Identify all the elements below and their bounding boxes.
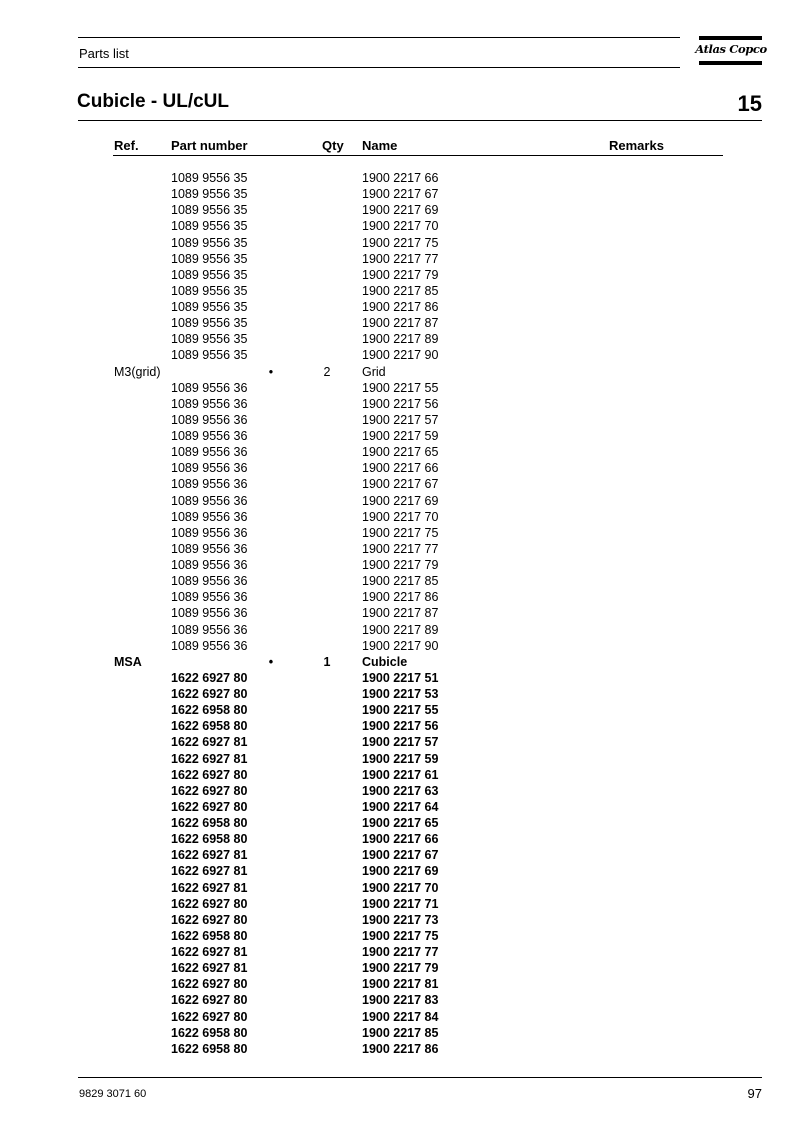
section-number: 15 <box>737 91 762 116</box>
row-name: 1900 2217 89 <box>362 622 439 637</box>
row-part-number: 1089 9556 36 <box>171 493 248 508</box>
page-title: Cubicle - UL/cUL <box>77 91 230 112</box>
row-qty: 2 <box>323 364 331 379</box>
row-part-number: 1089 9556 36 <box>171 396 248 411</box>
row-part-number: 1622 6927 81 <box>171 848 248 863</box>
row-part-number: 1089 9556 36 <box>171 445 248 460</box>
row-name: 1900 2217 57 <box>362 735 439 750</box>
row-part-number: 1622 6958 80 <box>171 719 248 734</box>
table-row <box>0 589 800 605</box>
row-name: 1900 2217 65 <box>362 816 439 830</box>
table-row <box>0 573 800 589</box>
table-row <box>0 315 800 331</box>
row-part-number: 1089 9556 35 <box>171 187 248 202</box>
row-name: 1900 2217 77 <box>362 541 439 556</box>
table-row <box>0 831 800 847</box>
table-row <box>0 734 800 750</box>
row-name: 1900 2217 70 <box>362 219 439 234</box>
row-part-number: 1089 9556 36 <box>171 477 248 492</box>
row-name: 1900 2217 66 <box>362 171 439 185</box>
row-part-number: 1089 9556 36 <box>171 380 248 395</box>
table-row <box>0 218 800 234</box>
footer-rule <box>78 1077 762 1078</box>
table-row <box>0 992 800 1008</box>
row-name: 1900 2217 86 <box>362 1041 439 1056</box>
table-row <box>0 702 800 718</box>
row-part-number: 1622 6958 80 <box>171 832 248 847</box>
row-name: 1900 2217 90 <box>362 638 439 653</box>
table-row <box>0 912 800 928</box>
row-name: 1900 2217 79 <box>362 267 439 282</box>
row-name: 1900 2217 67 <box>362 848 439 863</box>
table-row <box>0 170 800 186</box>
table-row <box>0 476 800 492</box>
table-row <box>0 1009 800 1025</box>
table-row <box>0 557 800 573</box>
row-name: 1900 2217 55 <box>362 380 439 395</box>
table-row <box>0 880 800 896</box>
row-part-number: 1089 9556 35 <box>171 316 248 331</box>
table-row <box>0 412 800 428</box>
table-row <box>0 251 800 267</box>
row-name: 1900 2217 56 <box>362 396 439 411</box>
row-ref: M3(grid) <box>114 364 161 379</box>
table-row <box>0 686 800 702</box>
table-row <box>0 718 800 734</box>
table-row <box>0 944 800 960</box>
parts-table <box>0 170 800 1057</box>
table-row <box>0 928 800 944</box>
table-row <box>0 638 800 654</box>
row-part-number: 1089 9556 36 <box>171 461 248 476</box>
column-header-name: Name <box>362 138 398 153</box>
row-part-number: 1622 6927 80 <box>171 799 248 814</box>
logo-bottom-bar <box>699 61 762 65</box>
table-row <box>0 605 800 621</box>
row-part-number: 1622 6927 80 <box>171 896 248 911</box>
table-row <box>0 380 800 396</box>
row-part-number: 1089 9556 36 <box>171 412 248 427</box>
table-row <box>0 541 800 557</box>
row-part-number: 1622 6927 81 <box>171 945 248 959</box>
row-name: 1900 2217 85 <box>362 283 439 298</box>
row-part-number: 1622 6927 81 <box>171 751 248 766</box>
header-top-rule <box>78 37 680 38</box>
table-row <box>0 960 800 976</box>
row-name: 1900 2217 71 <box>362 896 439 911</box>
row-part-number: 1089 9556 36 <box>171 590 248 605</box>
row-part-number: 1622 6958 80 <box>171 816 248 830</box>
row-name: 1900 2217 69 <box>362 864 439 879</box>
row-part-number: 1089 9556 35 <box>171 251 248 266</box>
column-header-ref: Ref. <box>114 138 139 153</box>
row-name: 1900 2217 70 <box>362 880 439 895</box>
row-name: 1900 2217 63 <box>362 783 439 798</box>
table-row <box>0 186 800 202</box>
table-row <box>0 751 800 767</box>
row-name: 1900 2217 90 <box>362 348 439 363</box>
table-row <box>0 364 800 380</box>
header-label: Parts list <box>79 46 129 61</box>
row-name: 1900 2217 81 <box>362 977 439 992</box>
row-part-number: 1089 9556 35 <box>171 332 248 347</box>
row-part-number: 1089 9556 36 <box>171 541 248 556</box>
row-part-number: 1622 6958 80 <box>171 1025 248 1040</box>
row-part-number: 1089 9556 35 <box>171 235 248 250</box>
row-name: 1900 2217 66 <box>362 832 439 847</box>
table-row <box>0 976 800 992</box>
row-name: 1900 2217 75 <box>362 928 439 943</box>
row-name: 1900 2217 75 <box>362 235 439 250</box>
column-header-part-number: Part number <box>171 138 248 153</box>
table-row <box>0 283 800 299</box>
logo-top-bar <box>699 36 762 40</box>
table-row <box>0 299 800 315</box>
row-part-number: 1622 6958 80 <box>171 1041 248 1056</box>
row-name: 1900 2217 79 <box>362 961 439 976</box>
table-row <box>0 1041 800 1057</box>
row-part-number: 1622 6927 80 <box>171 977 248 992</box>
row-part-number: 1089 9556 36 <box>171 429 248 443</box>
table-row <box>0 654 800 670</box>
row-name: 1900 2217 77 <box>362 251 439 266</box>
row-part-number: 1622 6927 80 <box>171 993 248 1008</box>
row-name: 1900 2217 85 <box>362 1025 439 1040</box>
table-row <box>0 815 800 831</box>
row-name: 1900 2217 77 <box>362 945 439 959</box>
row-part-number: 1089 9556 36 <box>171 574 248 589</box>
row-qty: 1 <box>323 654 331 669</box>
column-header-rule <box>113 155 723 156</box>
table-row <box>0 799 800 815</box>
column-header-remarks: Remarks <box>609 138 664 153</box>
row-name: 1900 2217 69 <box>362 203 439 218</box>
table-row <box>0 202 800 218</box>
row-name: 1900 2217 64 <box>362 799 439 814</box>
table-row <box>0 767 800 783</box>
row-name: 1900 2217 86 <box>362 300 439 314</box>
table-row <box>0 428 800 444</box>
table-row <box>0 896 800 912</box>
row-part-number: 1622 6927 81 <box>171 735 248 750</box>
row-part-number: 1622 6927 80 <box>171 912 248 927</box>
row-name: 1900 2217 75 <box>362 525 439 540</box>
row-name: 1900 2217 70 <box>362 509 439 524</box>
row-name: 1900 2217 73 <box>362 912 439 927</box>
row-name: 1900 2217 67 <box>362 477 439 492</box>
row-part-number: 1089 9556 35 <box>171 283 248 298</box>
row-name: 1900 2217 61 <box>362 767 439 782</box>
row-name: 1900 2217 67 <box>362 187 439 202</box>
row-name: 1900 2217 79 <box>362 558 439 572</box>
column-header-qty: Qty <box>322 138 344 153</box>
row-part-number: 1089 9556 36 <box>171 622 248 637</box>
row-name: 1900 2217 87 <box>362 316 439 331</box>
row-name: 1900 2217 53 <box>362 687 439 701</box>
row-part-number: 1089 9556 35 <box>171 219 248 234</box>
row-name: 1900 2217 57 <box>362 412 439 427</box>
row-part-number: 1089 9556 36 <box>171 558 248 572</box>
row-part-number: 1622 6958 80 <box>171 928 248 943</box>
title-rule <box>78 120 762 121</box>
row-part-number: 1622 6927 80 <box>171 687 248 701</box>
row-part-number: 1089 9556 35 <box>171 300 248 314</box>
row-name: 1900 2217 89 <box>362 332 439 347</box>
table-row <box>0 493 800 509</box>
row-name: 1900 2217 69 <box>362 493 439 508</box>
row-bullet: • <box>268 364 274 379</box>
row-name: 1900 2217 51 <box>362 670 439 685</box>
table-row <box>0 847 800 863</box>
table-row <box>0 863 800 879</box>
row-part-number: 1089 9556 36 <box>171 606 248 621</box>
table-row <box>0 670 800 686</box>
table-row <box>0 783 800 799</box>
row-part-number: 1089 9556 36 <box>171 638 248 653</box>
table-row <box>0 347 800 363</box>
row-part-number: 1089 9556 35 <box>171 348 248 363</box>
row-part-number: 1622 6927 80 <box>171 767 248 782</box>
row-name: 1900 2217 85 <box>362 574 439 589</box>
table-row <box>0 460 800 476</box>
row-part-number: 1089 9556 35 <box>171 267 248 282</box>
row-name: 1900 2217 59 <box>362 429 439 443</box>
table-row <box>0 622 800 638</box>
row-name: 1900 2217 65 <box>362 445 439 460</box>
row-part-number: 1089 9556 36 <box>171 525 248 540</box>
row-name: 1900 2217 87 <box>362 606 439 621</box>
table-row <box>0 267 800 283</box>
row-name: 1900 2217 59 <box>362 751 439 766</box>
table-row <box>0 235 800 251</box>
table-row <box>0 525 800 541</box>
row-name: 1900 2217 66 <box>362 461 439 476</box>
table-row <box>0 331 800 347</box>
row-part-number: 1622 6927 80 <box>171 670 248 685</box>
row-name: Cubicle <box>362 654 408 669</box>
row-name: 1900 2217 83 <box>362 993 439 1008</box>
row-name: Grid <box>362 364 386 379</box>
row-name: 1900 2217 56 <box>362 719 439 734</box>
row-part-number: 1622 6958 80 <box>171 703 248 718</box>
document-number: 9829 3071 60 <box>79 1088 147 1100</box>
table-row <box>0 1025 800 1041</box>
row-name: 1900 2217 55 <box>362 703 439 718</box>
page-number: 97 <box>747 1086 762 1101</box>
row-part-number: 1622 6927 80 <box>171 1009 248 1024</box>
table-row <box>0 509 800 525</box>
table-row <box>0 444 800 460</box>
atlas-copco-logo: Atlas Copco <box>695 42 767 56</box>
row-part-number: 1089 9556 35 <box>171 203 248 218</box>
table-row <box>0 396 800 412</box>
row-name: 1900 2217 84 <box>362 1009 439 1024</box>
header-bottom-rule <box>78 67 680 68</box>
row-name: 1900 2217 86 <box>362 590 439 605</box>
row-ref: MSA <box>114 654 142 669</box>
row-part-number: 1622 6927 81 <box>171 961 248 976</box>
row-part-number: 1089 9556 36 <box>171 509 248 524</box>
row-part-number: 1622 6927 80 <box>171 783 248 798</box>
row-bullet: • <box>268 654 274 669</box>
row-part-number: 1622 6927 81 <box>171 864 248 879</box>
row-part-number: 1622 6927 81 <box>171 880 248 895</box>
row-part-number: 1089 9556 35 <box>171 171 248 185</box>
